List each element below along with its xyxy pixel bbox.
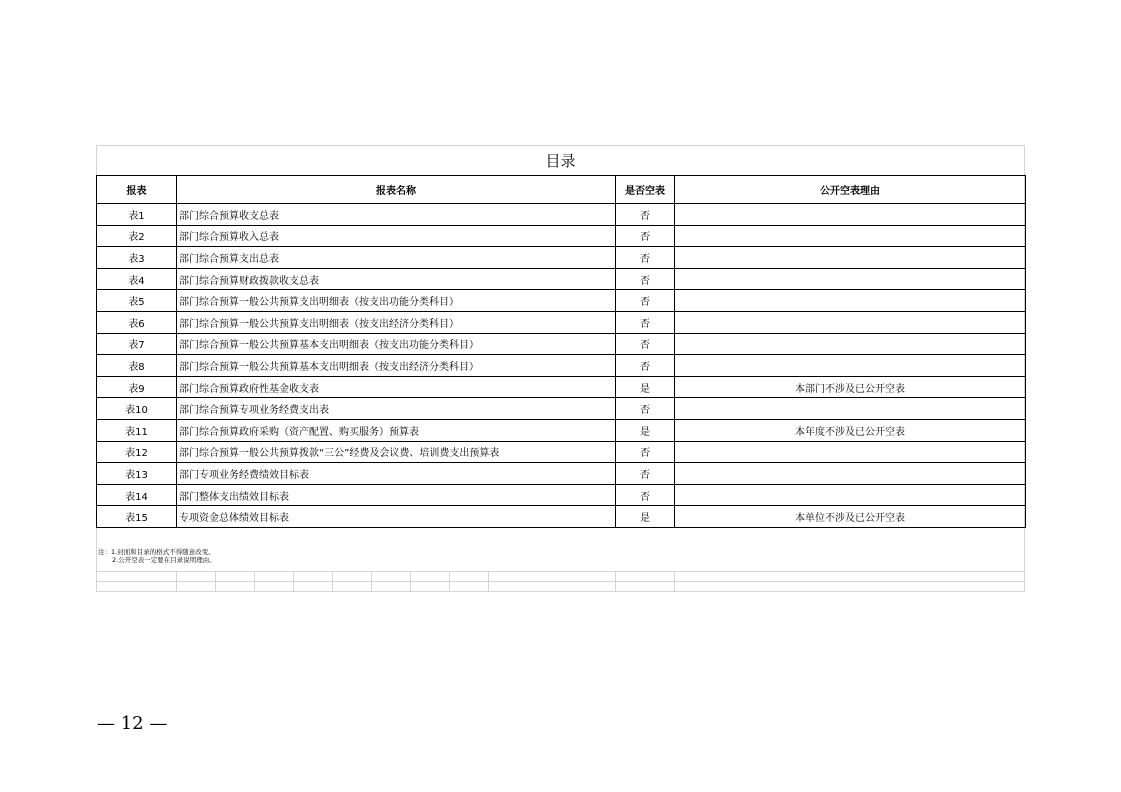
cell-is-empty: 否 <box>616 268 675 290</box>
cell-reason <box>675 268 1026 290</box>
table-row <box>97 463 1026 485</box>
cell-report-name: 部门综合预算收入总表 <box>177 225 616 247</box>
cell-is-empty: 否 <box>616 204 675 226</box>
cell-report-name: 部门综合预算一般公共预算支出明细表（按支出经济分类科目） <box>177 311 616 333</box>
cell-report-name: 部门综合预算政府性基金收支表 <box>177 376 616 398</box>
cell-report-id: 表8 <box>97 355 177 377</box>
table-row <box>97 225 1026 247</box>
table-row <box>97 376 1026 398</box>
table-row <box>97 441 1026 463</box>
table-row <box>97 419 1026 441</box>
table-row <box>97 247 1026 269</box>
cell-reason: 本部门不涉及已公开空表 <box>675 376 1026 398</box>
cell-report-id: 表7 <box>97 333 177 355</box>
cell-reason: 本年度不涉及已公开空表 <box>675 419 1026 441</box>
page-number: — 12 — <box>97 713 168 734</box>
table-header-row <box>97 176 1026 204</box>
cell-report-name: 部门专项业务经费绩效目标表 <box>177 463 616 485</box>
cell-report-id: 表11 <box>97 419 177 441</box>
cell-report-id: 表9 <box>97 376 177 398</box>
cell-is-empty: 是 <box>616 419 675 441</box>
cell-is-empty: 否 <box>616 355 675 377</box>
cell-is-empty: 否 <box>616 463 675 485</box>
cell-is-empty: 否 <box>616 311 675 333</box>
table-row <box>97 355 1026 377</box>
cell-report-id: 表6 <box>97 311 177 333</box>
empty-grid-lines <box>96 571 1025 592</box>
cell-reason <box>675 333 1026 355</box>
cell-report-name: 部门综合预算政府采购（资产配置、购买服务）预算表 <box>177 419 616 441</box>
cell-is-empty: 否 <box>616 333 675 355</box>
cell-report-name: 部门综合预算一般公共预算支出明细表（按支出功能分类科目） <box>177 290 616 312</box>
note-line-1: 注：1.封面和目录的格式不得随意改变。 <box>98 548 215 556</box>
table-row <box>97 506 1026 528</box>
cell-report-id: 表5 <box>97 290 177 312</box>
cell-report-id: 表15 <box>97 506 177 528</box>
cell-report-name: 部门综合预算收支总表 <box>177 204 616 226</box>
cell-reason <box>675 225 1026 247</box>
table-body <box>97 204 1026 528</box>
cell-report-id: 表12 <box>97 441 177 463</box>
cell-is-empty: 否 <box>616 225 675 247</box>
toc-table <box>96 175 1026 528</box>
cell-reason <box>675 247 1026 269</box>
table-row <box>97 398 1026 420</box>
cell-report-name: 部门综合预算财政拨款收支总表 <box>177 268 616 290</box>
cell-is-empty: 否 <box>616 290 675 312</box>
cell-is-empty: 否 <box>616 398 675 420</box>
toc-title: 目录 <box>545 151 576 170</box>
cell-report-name: 专项资金总体绩效目标表 <box>177 506 616 528</box>
cell-reason <box>675 290 1026 312</box>
cell-reason <box>675 355 1026 377</box>
cell-is-empty: 是 <box>616 376 675 398</box>
cell-report-id: 表10 <box>97 398 177 420</box>
header-report-name: 报表名称 <box>177 176 616 204</box>
cell-reason <box>675 441 1026 463</box>
cell-is-empty: 是 <box>616 506 675 528</box>
cell-reason <box>675 463 1026 485</box>
table-row <box>97 268 1026 290</box>
cell-reason <box>675 484 1026 506</box>
header-reason: 公开空表理由 <box>675 176 1026 204</box>
header-is-empty: 是否空表 <box>616 176 675 204</box>
table-row <box>97 333 1026 355</box>
cell-reason <box>675 398 1026 420</box>
notes <box>98 548 216 564</box>
cell-report-id: 表13 <box>97 463 177 485</box>
cell-report-name: 部门综合预算专项业务经费支出表 <box>177 398 616 420</box>
table-row <box>97 204 1026 226</box>
cell-reason: 本单位不涉及已公开空表 <box>675 506 1026 528</box>
cell-report-id: 表1 <box>97 204 177 226</box>
cell-report-name: 部门整体支出绩效目标表 <box>177 484 616 506</box>
table-row <box>97 311 1026 333</box>
cell-report-id: 表2 <box>97 225 177 247</box>
cell-reason <box>675 204 1026 226</box>
cell-report-id: 表14 <box>97 484 177 506</box>
cell-is-empty: 否 <box>616 441 675 463</box>
header-report-id: 报表 <box>97 176 177 204</box>
cell-report-name: 部门综合预算支出总表 <box>177 247 616 269</box>
cell-report-name: 部门综合预算一般公共预算基本支出明细表（按支出经济分类科目） <box>177 355 616 377</box>
cell-reason <box>675 311 1026 333</box>
cell-is-empty: 否 <box>616 484 675 506</box>
cell-is-empty: 否 <box>616 247 675 269</box>
cell-report-id: 表3 <box>97 247 177 269</box>
cell-report-id: 表4 <box>97 268 177 290</box>
note-line-2: 2.公开空表一定要在目录说明理由。 <box>112 556 216 564</box>
cell-report-name: 部门综合预算一般公共预算拨款“三公”经费及会议费、培训费支出预算表 <box>177 441 616 463</box>
table-row <box>97 290 1026 312</box>
cell-report-name: 部门综合预算一般公共预算基本支出明细表（按支出功能分类科目） <box>177 333 616 355</box>
table-row <box>97 484 1026 506</box>
